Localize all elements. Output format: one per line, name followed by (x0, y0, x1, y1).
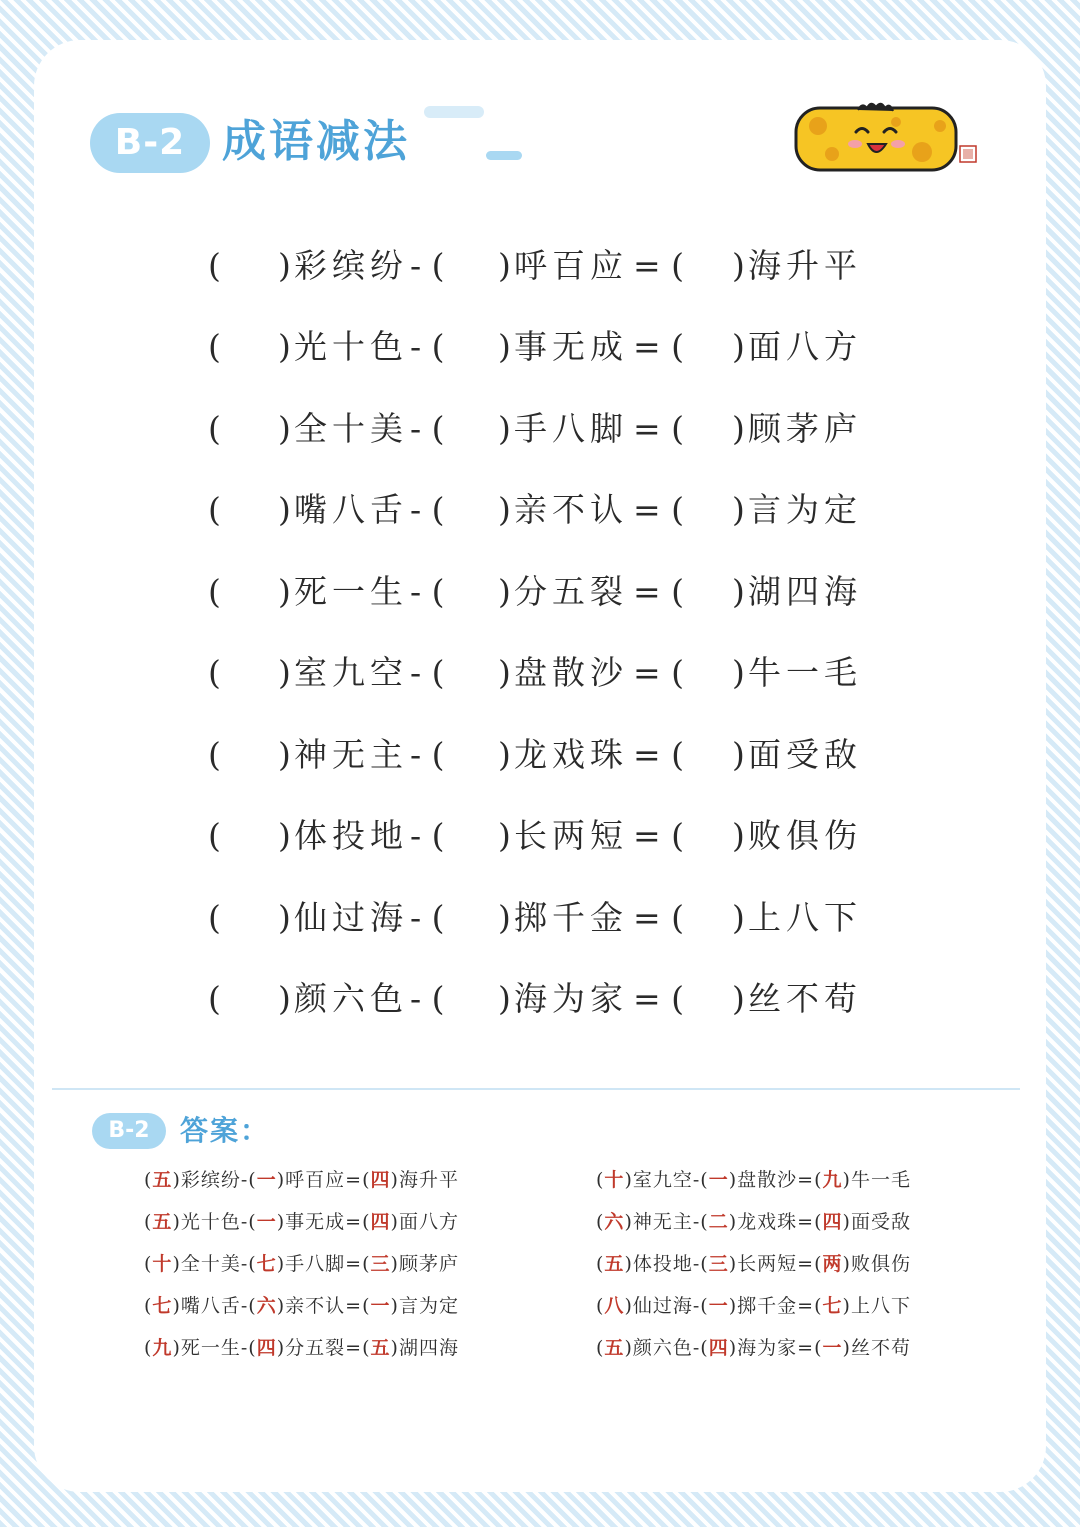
answer-row (144, 1291, 459, 1321)
answer-idiom-part: 手八脚 (285, 1253, 346, 1275)
equals-operator: = ( (633, 572, 685, 611)
answer-punct: ) (390, 1211, 399, 1233)
blank-open-paren: ( (208, 979, 221, 1018)
answer-idiom-part: 海升平 (398, 1169, 459, 1191)
answer-idiom-part: 颜六色 (632, 1337, 693, 1359)
answer-punct: ( (144, 1211, 153, 1233)
answer-punct: ) (842, 1337, 851, 1359)
blank-close-paren: ) (732, 490, 745, 529)
answer-number: 一 (708, 1169, 729, 1191)
answer-punct: ) (172, 1295, 181, 1317)
idiom-part-b: 分五裂 (514, 572, 628, 611)
puzzle-row (0, 806, 1080, 866)
equals-operator: = ( (633, 490, 685, 529)
minus-operator: - ( (410, 898, 445, 937)
equals-operator: = ( (633, 653, 685, 692)
answer-punct: ) (728, 1295, 738, 1317)
answer-idiom-part: 湖四海 (398, 1337, 459, 1359)
blank-close-paren: ) (278, 409, 291, 448)
answer-number: 四 (256, 1337, 277, 1359)
blank-close-paren: ) (498, 653, 511, 692)
idiom-part-a: 室九空 (294, 653, 408, 692)
answer-idiom-part: 全十美 (180, 1253, 241, 1275)
answer-punct: ) (172, 1169, 181, 1191)
idiom-part-c: 海升平 (748, 246, 862, 285)
idiom-part-b: 掷千金 (514, 898, 628, 937)
answer-number: 五 (604, 1337, 625, 1359)
answer-punct: ) (842, 1295, 851, 1317)
answer-row (596, 1165, 911, 1195)
answer-punct: -( (692, 1169, 709, 1191)
blank-open-paren: ( (208, 653, 221, 692)
answer-idiom-part: 丝不苟 (850, 1337, 911, 1359)
answer-punct: ) (624, 1337, 633, 1359)
answer-number: 两 (822, 1253, 843, 1275)
answer-punct: ) (728, 1253, 738, 1275)
answer-idiom-part: 体投地 (632, 1253, 693, 1275)
answer-punct: ) (624, 1169, 633, 1191)
blank-close-paren: ) (278, 735, 291, 774)
puzzle-row (0, 888, 1080, 948)
answer-idiom-part: 仙过海 (632, 1295, 693, 1317)
answer-number: 七 (256, 1253, 277, 1275)
blank-close-paren: ) (278, 327, 291, 366)
blank-close-paren: ) (498, 327, 511, 366)
equals-operator: = ( (633, 409, 685, 448)
answer-punct: ) (276, 1253, 286, 1275)
idiom-part-a: 神无主 (294, 735, 408, 774)
idiom-part-b: 呼百应 (514, 246, 628, 285)
answer-number: 十 (152, 1253, 173, 1275)
answer-idiom-part: 上八下 (850, 1295, 911, 1317)
idiom-part-c: 面受敌 (748, 735, 862, 774)
answer-number: 一 (708, 1295, 729, 1317)
idiom-part-c: 牛一毛 (748, 653, 862, 692)
answer-number: 二 (708, 1211, 729, 1233)
answer-idiom-part: 光十色 (180, 1211, 241, 1233)
answer-punct: ) (172, 1253, 181, 1275)
blank-open-paren: ( (208, 898, 221, 937)
idiom-part-b: 事无成 (514, 327, 628, 366)
answer-punct: =( (797, 1169, 823, 1191)
answer-number: 一 (256, 1211, 277, 1233)
answer-number: 三 (370, 1253, 391, 1275)
answer-punct: ( (596, 1211, 605, 1233)
blank-close-paren: ) (732, 979, 745, 1018)
answer-row (596, 1333, 911, 1363)
idiom-part-c: 顾茅庐 (748, 409, 862, 448)
section-badge: B-2 (90, 113, 210, 173)
answer-punct: ( (144, 1295, 153, 1317)
idiom-part-b: 长两短 (514, 816, 628, 855)
answer-idiom-part: 分五裂 (285, 1337, 346, 1359)
blank-open-paren: ( (208, 327, 221, 366)
blank-close-paren: ) (732, 816, 745, 855)
answer-idiom-part: 面八方 (398, 1211, 459, 1233)
answer-punct: =( (345, 1253, 371, 1275)
minus-operator: - ( (410, 735, 445, 774)
answer-idiom-part: 面受敌 (850, 1211, 911, 1233)
answer-punct: ) (276, 1211, 286, 1233)
answer-idiom-part: 掷千金 (737, 1295, 798, 1317)
blank-close-paren: ) (278, 490, 291, 529)
puzzle-row (0, 969, 1080, 1029)
answer-punct: ( (596, 1337, 605, 1359)
blank-open-paren: ( (208, 246, 221, 285)
answer-idiom-part: 室九空 (632, 1169, 693, 1191)
blank-open-paren: ( (208, 735, 221, 774)
answer-punct: ( (144, 1253, 153, 1275)
answer-idiom-part: 长两短 (737, 1253, 798, 1275)
answer-idiom-part: 言为定 (398, 1295, 459, 1317)
blank-close-paren: ) (498, 979, 511, 1018)
puzzle-row (0, 725, 1080, 785)
answer-punct: -( (240, 1337, 257, 1359)
answers-badge: B-2 (92, 1113, 166, 1149)
equals-operator: = ( (633, 735, 685, 774)
blank-close-paren: ) (498, 409, 511, 448)
blank-close-paren: ) (732, 898, 745, 937)
answer-punct: -( (692, 1253, 709, 1275)
answer-punct: ) (172, 1337, 181, 1359)
idiom-part-b: 海为家 (514, 979, 628, 1018)
answer-punct: -( (240, 1169, 257, 1191)
answer-punct: ) (624, 1295, 633, 1317)
answer-punct: ) (842, 1253, 851, 1275)
idiom-part-c: 丝不苟 (748, 979, 862, 1018)
answer-row (596, 1291, 911, 1321)
blank-open-paren: ( (208, 490, 221, 529)
answer-punct: -( (240, 1211, 257, 1233)
answer-number: 九 (152, 1337, 173, 1359)
answer-punct: ) (276, 1337, 286, 1359)
idiom-part-c: 败俱伤 (748, 816, 862, 855)
minus-operator: - ( (410, 246, 445, 285)
minus-operator: - ( (410, 409, 445, 448)
answer-punct: ( (596, 1169, 605, 1191)
answer-punct: =( (797, 1253, 823, 1275)
blank-open-paren: ( (208, 816, 221, 855)
answer-punct: ) (276, 1295, 286, 1317)
answer-idiom-part: 龙戏珠 (737, 1211, 798, 1233)
answer-punct: ) (728, 1211, 738, 1233)
minus-operator: - ( (410, 979, 445, 1018)
answer-number: 六 (604, 1211, 625, 1233)
answer-idiom-part: 海为家 (737, 1337, 798, 1359)
answer-number: 九 (822, 1169, 843, 1191)
answer-punct: ) (390, 1337, 399, 1359)
blank-close-paren: ) (498, 572, 511, 611)
blank-close-paren: ) (732, 653, 745, 692)
blank-close-paren: ) (498, 816, 511, 855)
answer-number: 八 (604, 1295, 625, 1317)
puzzle-row (0, 480, 1080, 540)
idiom-part-c: 言为定 (748, 490, 862, 529)
idiom-part-c: 湖四海 (748, 572, 862, 611)
idiom-part-c: 上八下 (748, 898, 862, 937)
blank-close-paren: ) (498, 246, 511, 285)
equals-operator: = ( (633, 246, 685, 285)
answer-number: 十 (604, 1169, 625, 1191)
answer-punct: ) (624, 1211, 633, 1233)
answer-number: 三 (708, 1253, 729, 1275)
answer-punct: ( (596, 1295, 605, 1317)
answer-punct: =( (797, 1295, 823, 1317)
minus-operator: - ( (410, 816, 445, 855)
idiom-part-a: 颜六色 (294, 979, 408, 1018)
idiom-part-b: 龙戏珠 (514, 735, 628, 774)
answer-number: 一 (370, 1295, 391, 1317)
answer-idiom-part: 彩缤纷 (180, 1169, 241, 1191)
blank-close-paren: ) (498, 898, 511, 937)
answer-idiom-part: 牛一毛 (850, 1169, 911, 1191)
answer-punct: -( (240, 1253, 257, 1275)
blank-close-paren: ) (732, 409, 745, 448)
answer-punct: =( (345, 1211, 371, 1233)
answer-punct: =( (345, 1295, 371, 1317)
blank-close-paren: ) (278, 653, 291, 692)
answer-idiom-part: 嘴八舌 (180, 1295, 241, 1317)
idiom-part-c: 面八方 (748, 327, 862, 366)
answer-punct: ) (172, 1211, 181, 1233)
answers-title: 答案： (180, 1114, 271, 1147)
answer-number: 五 (152, 1169, 173, 1191)
answer-punct: ) (390, 1295, 399, 1317)
idiom-part-b: 盘散沙 (514, 653, 628, 692)
answer-punct: =( (797, 1337, 823, 1359)
answer-punct: -( (692, 1337, 709, 1359)
answer-row (144, 1165, 459, 1195)
answer-row (144, 1207, 459, 1237)
puzzle-row (0, 562, 1080, 622)
puzzle-row (0, 236, 1080, 296)
answer-number: 一 (822, 1337, 843, 1359)
answer-number: 六 (256, 1295, 277, 1317)
answer-row (144, 1249, 459, 1279)
answer-punct: ( (144, 1337, 153, 1359)
answer-number: 一 (256, 1169, 277, 1191)
answer-number: 四 (822, 1211, 843, 1233)
answer-number: 四 (708, 1337, 729, 1359)
answer-number: 五 (370, 1337, 391, 1359)
answer-punct: ) (842, 1211, 851, 1233)
blank-close-paren: ) (278, 816, 291, 855)
answer-punct: ) (390, 1253, 399, 1275)
answer-number: 七 (822, 1295, 843, 1317)
answer-idiom-part: 神无主 (632, 1211, 693, 1233)
answer-punct: ( (596, 1253, 605, 1275)
answer-idiom-part: 亲不认 (285, 1295, 346, 1317)
blank-close-paren: ) (278, 979, 291, 1018)
idiom-part-a: 光十色 (294, 327, 408, 366)
idiom-part-b: 手八脚 (514, 409, 628, 448)
idiom-part-a: 仙过海 (294, 898, 408, 937)
answer-row (596, 1207, 911, 1237)
answer-punct: ) (390, 1169, 399, 1191)
blank-open-paren: ( (208, 572, 221, 611)
minus-operator: - ( (410, 327, 445, 366)
minus-operator: - ( (410, 653, 445, 692)
idiom-part-a: 体投地 (294, 816, 408, 855)
answer-row (144, 1333, 459, 1363)
minus-operator: - ( (410, 572, 445, 611)
answer-idiom-part: 败俱伤 (850, 1253, 911, 1275)
answer-punct: -( (240, 1295, 257, 1317)
blank-open-paren: ( (208, 409, 221, 448)
puzzle-row (0, 317, 1080, 377)
divider (52, 1088, 1020, 1090)
idiom-part-a: 全十美 (294, 409, 408, 448)
blank-close-paren: ) (732, 735, 745, 774)
answer-punct: ) (842, 1169, 851, 1191)
answer-punct: =( (345, 1337, 371, 1359)
idiom-part-a: 死一生 (294, 572, 408, 611)
answer-punct: ( (144, 1169, 153, 1191)
answer-number: 七 (152, 1295, 173, 1317)
answer-idiom-part: 顾茅庐 (398, 1253, 459, 1275)
idiom-part-b: 亲不认 (514, 490, 628, 529)
answer-idiom-part: 盘散沙 (737, 1169, 798, 1191)
puzzle-row (0, 399, 1080, 459)
answer-punct: ) (276, 1169, 286, 1191)
minus-operator: - ( (410, 490, 445, 529)
answer-idiom-part: 呼百应 (285, 1169, 346, 1191)
idiom-part-a: 嘴八舌 (294, 490, 408, 529)
blank-close-paren: ) (498, 735, 511, 774)
answer-row (596, 1249, 911, 1279)
answer-punct: ) (728, 1337, 738, 1359)
answer-number: 五 (152, 1211, 173, 1233)
equals-operator: = ( (633, 979, 685, 1018)
answer-number: 五 (604, 1253, 625, 1275)
blank-close-paren: ) (732, 327, 745, 366)
answer-idiom-part: 事无成 (285, 1211, 346, 1233)
idiom-part-a: 彩缤纷 (294, 246, 408, 285)
blank-close-paren: ) (278, 898, 291, 937)
page-title: 成语减法 (222, 116, 410, 167)
answer-punct: =( (345, 1169, 371, 1191)
blank-close-paren: ) (732, 246, 745, 285)
answer-number: 四 (370, 1211, 391, 1233)
answer-punct: -( (692, 1295, 709, 1317)
blank-close-paren: ) (498, 490, 511, 529)
answer-punct: -( (692, 1211, 709, 1233)
puzzle-row (0, 643, 1080, 703)
blank-close-paren: ) (278, 246, 291, 285)
blank-close-paren: ) (732, 572, 745, 611)
answer-number: 四 (370, 1169, 391, 1191)
blank-close-paren: ) (278, 572, 291, 611)
answer-punct: =( (797, 1211, 823, 1233)
equals-operator: = ( (633, 898, 685, 937)
answer-punct: ) (624, 1253, 633, 1275)
equals-operator: = ( (633, 327, 685, 366)
answer-idiom-part: 死一生 (180, 1337, 241, 1359)
answer-punct: ) (728, 1169, 738, 1191)
equals-operator: = ( (633, 816, 685, 855)
